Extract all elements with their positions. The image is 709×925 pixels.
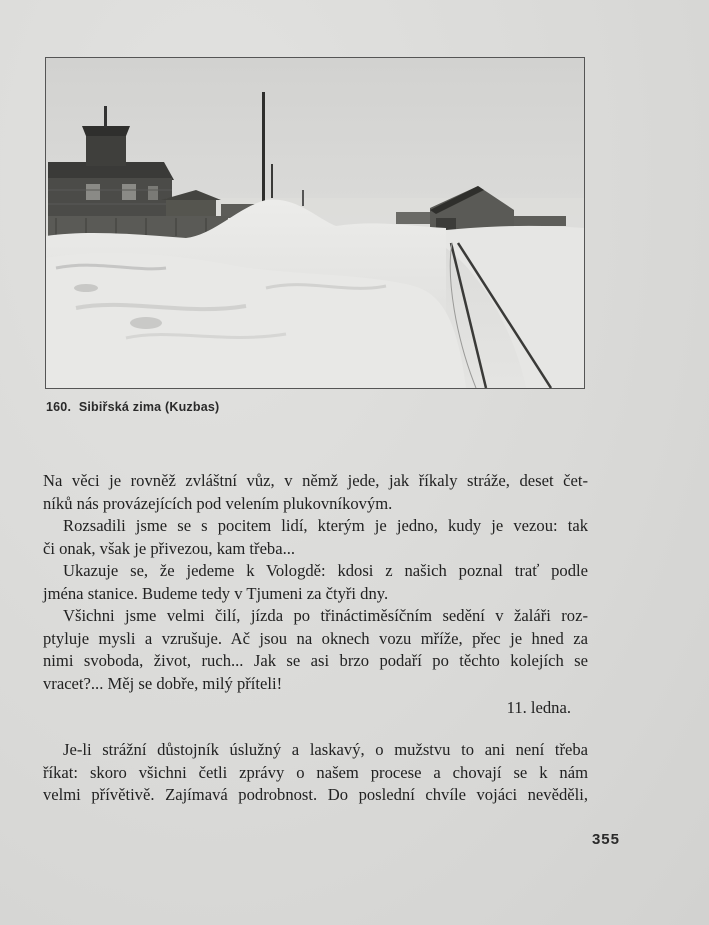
- text-line: jména stanice. Budeme tedy v Tjumeni za čtyři dny.: [43, 583, 389, 603]
- text-line: velmi přívětivě. Zajímavá podrobnost. Do poslední chvíle vojáci nevěděli,: [43, 785, 588, 805]
- entry-date: 11. ledna.: [506, 698, 571, 717]
- figure-photo-snowy-railway: [45, 57, 585, 389]
- figure-number: 160.: [46, 400, 72, 414]
- text-line: níků nás provázejících pod velením plukovníkovým.: [43, 493, 393, 513]
- text-line: ptyluje mysli a vzrušuje. Ač jsou na oknech vozu mříže, přec je hned za: [43, 628, 588, 648]
- paragraph-4: [43, 605, 588, 695]
- text-line: Je-li strážní důstojník úslužný a laskavý, o mužstvu to ani není třeba: [63, 740, 588, 759]
- paragraph-5: [43, 739, 588, 807]
- figure-caption-text: Sibiřská zima (Kuzbas): [78, 400, 220, 414]
- figure-caption: [46, 400, 219, 414]
- page-number: 355: [591, 831, 620, 848]
- text-line: vracet?... Měj se dobře, milý příteli!: [43, 673, 283, 693]
- text-line: či onak, však je přivezou, kam třeba...: [43, 538, 296, 558]
- text-line: nimi svoboda, život, ruch... Jak se asi brzo podaří po těchto kolejích se: [43, 651, 588, 671]
- text-line: Ukazuje se, že jedeme k Vologdě: kdosi z našich poznal trať podle: [63, 561, 588, 580]
- snow-landscape-illustration: [46, 58, 584, 388]
- paragraph-1: [43, 470, 588, 515]
- text-line: Na věci je rovněž zvláštní vůz, v němž jede, jak říkaly stráže, deset čet-: [43, 471, 588, 490]
- text-line: říkat: skoro všichni četli zprávy o našem procese a chovají se k nám: [43, 762, 588, 782]
- text-line: Rozsadili jsme se s pocitem lidí, kterým je jedno, kudy je vezou: tak: [63, 516, 588, 535]
- text-line: Všichni jsme velmi čilí, jízda po třináctiměsíčním sedění v žaláři roz-: [63, 606, 588, 625]
- paragraph-2: [43, 515, 588, 560]
- paragraph-3: [43, 560, 588, 605]
